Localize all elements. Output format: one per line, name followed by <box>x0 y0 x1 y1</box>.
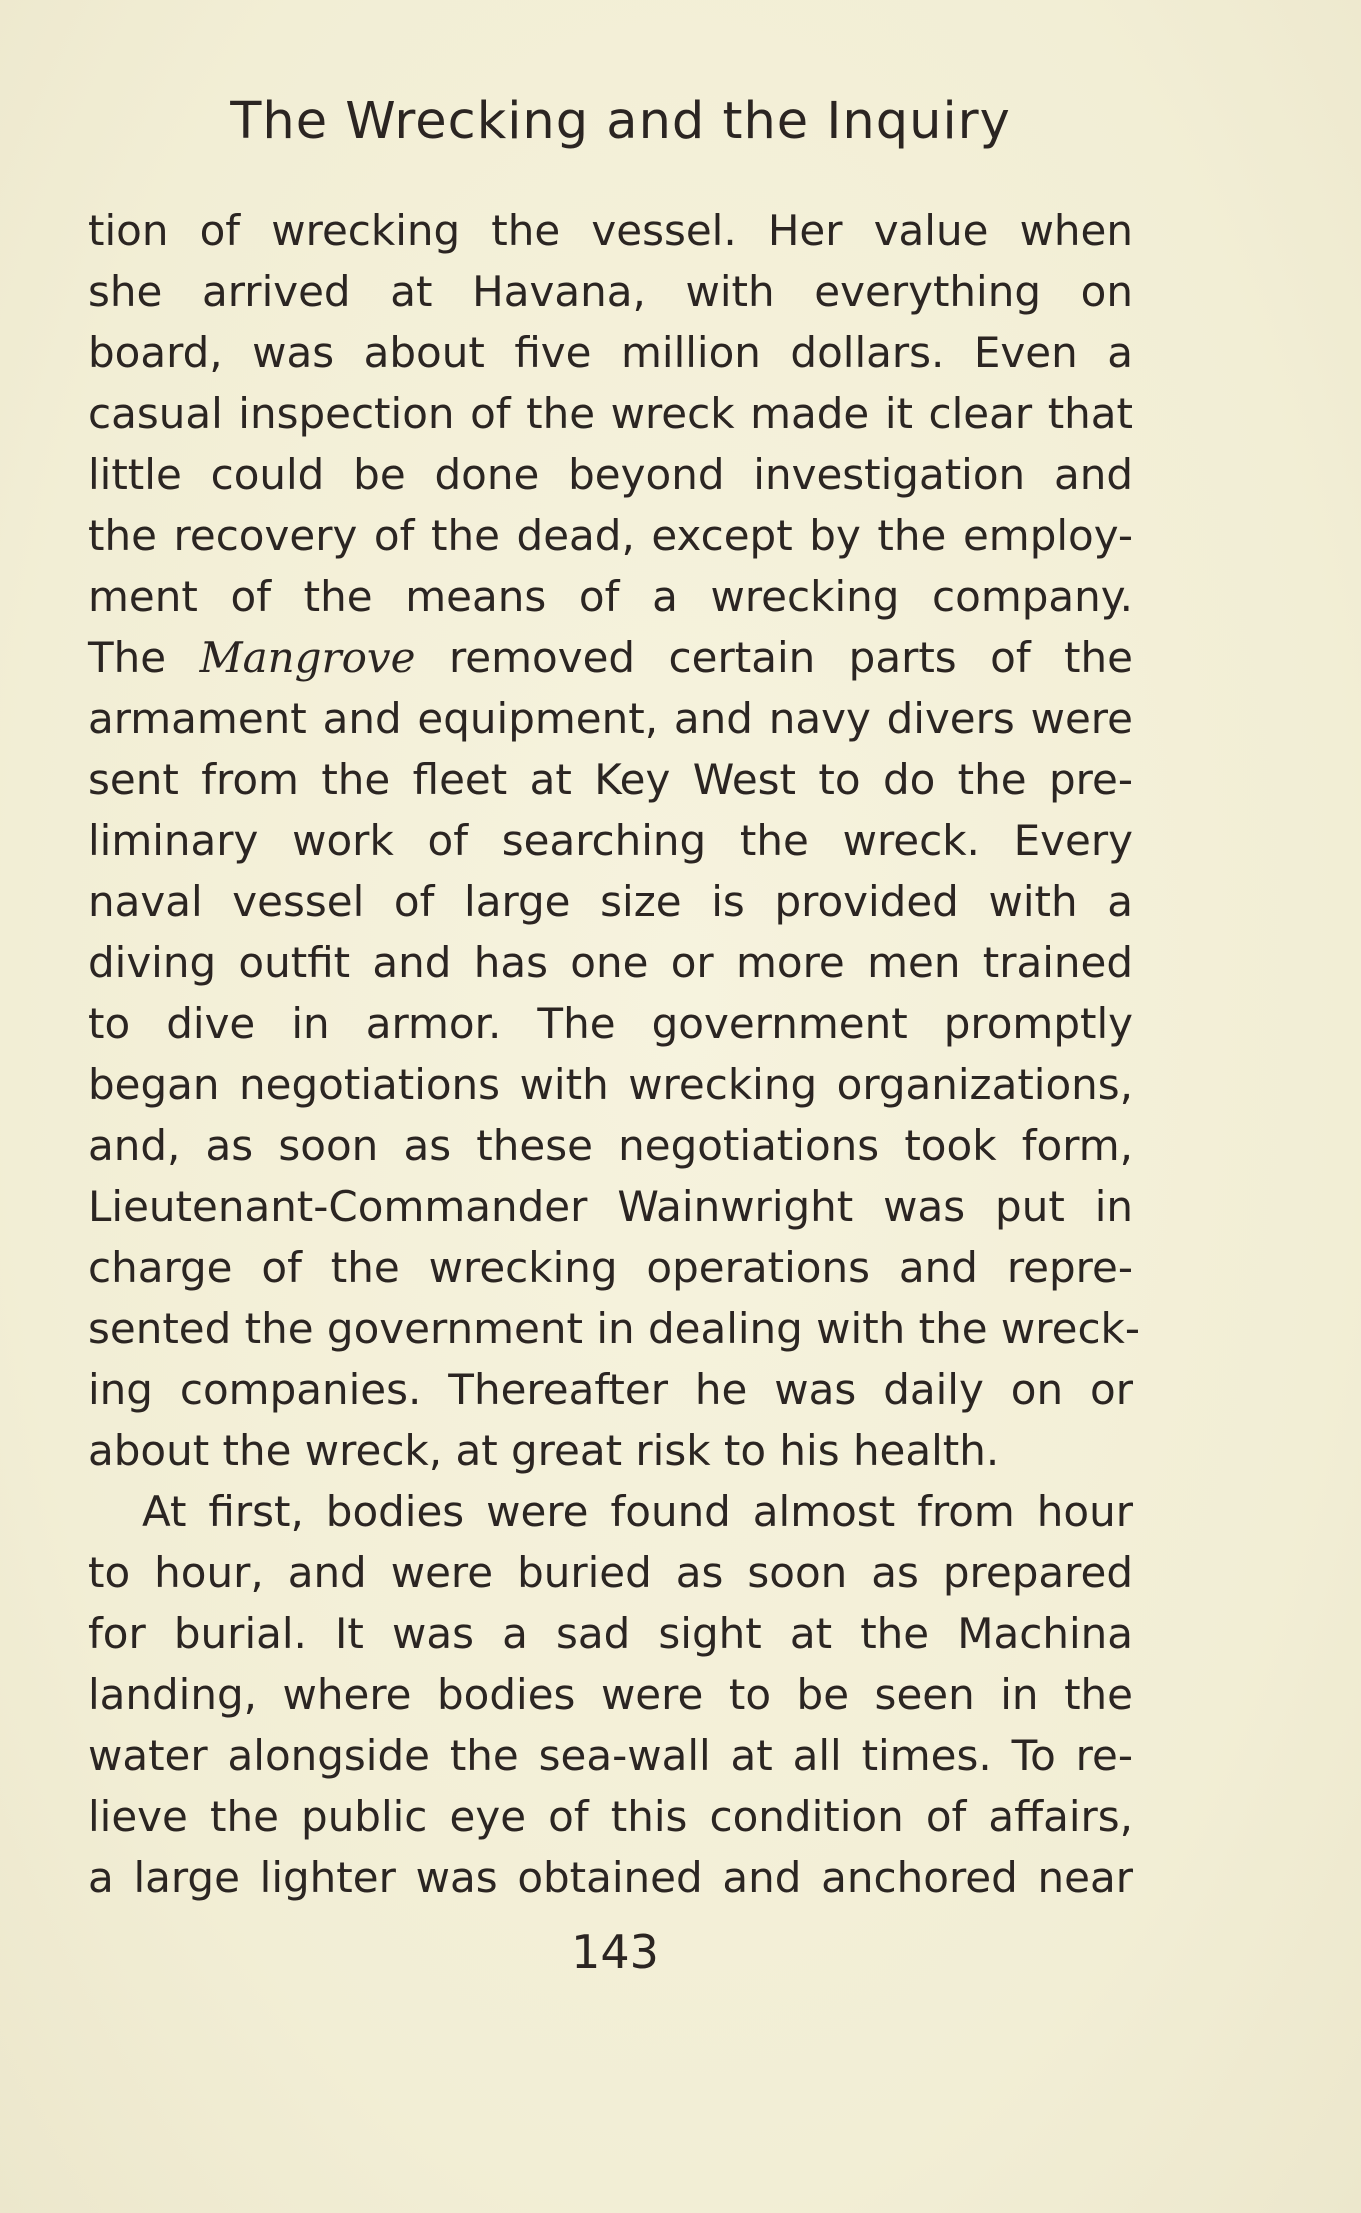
text-line: tion of wrecking the vessel. Her value when <box>88 206 1133 255</box>
text-line: little could be done beyond investigation and <box>88 450 1133 499</box>
text-line: she arrived at Havana, with everything on <box>88 267 1133 316</box>
text-line: ing companies. Thereafter he was daily on or <box>88 1365 1133 1414</box>
text-line: armament and equipment, and navy divers were <box>88 694 1133 743</box>
text-line: Lieutenant-Commander Wainwright was put in <box>88 1182 1133 1231</box>
text-line: and, as soon as these negotiations took form, <box>88 1121 1133 1170</box>
ship-name-italic: Mangrove <box>199 633 416 682</box>
text-line: liminary work of searching the wreck. Every <box>88 816 1133 865</box>
text-line: about the wreck, at great risk to his health. <box>88 1426 1000 1475</box>
text-line: to hour, and were buried as soon as prepared <box>88 1548 1133 1597</box>
text-line: landing, where bodies were to be seen in the <box>88 1670 1133 1719</box>
text-line: casual inspection of the wreck made it clear that <box>88 389 1133 438</box>
text-line: charge of the wrecking operations and repre- <box>88 1243 1133 1292</box>
text-line: diving outfit and has one or more men trained <box>88 938 1133 987</box>
text-segment: removed certain parts of the <box>415 633 1133 682</box>
body-text <box>88 200 1141 1908</box>
text-line: lieve the public eye of this condition of affairs, <box>88 1792 1133 1841</box>
running-head: The Wrecking and the Inquiry <box>230 92 1011 151</box>
text-line: began negotiations with wrecking organizations, <box>88 1060 1133 1109</box>
text-line: for burial. It was a sad sight at the Machina <box>88 1609 1133 1658</box>
text-line: a large lighter was obtained and anchored near <box>88 1853 1133 1902</box>
text-segment: The <box>88 633 200 682</box>
text-line: the recovery of the dead, except by the employ- <box>88 511 1133 560</box>
text-line: water alongside the sea-wall at all times. To re- <box>88 1731 1133 1780</box>
text-line: board, was about five million dollars. Even a <box>88 328 1133 377</box>
text-line: naval vessel of large size is provided with a <box>88 877 1133 926</box>
text-line: to dive in armor. The government promptly <box>88 999 1133 1048</box>
text-line-mangrove <box>88 627 1133 688</box>
paragraph-start-line: At first, bodies were found almost from hour <box>142 1487 1133 1536</box>
text-line: sented the government in dealing with the wreck- <box>88 1304 1141 1353</box>
text-line: ment of the means of a wrecking company. <box>88 572 1133 621</box>
page-number: 143 <box>571 1925 659 1979</box>
text-line: sent from the fleet at Key West to do the pre- <box>88 755 1133 804</box>
